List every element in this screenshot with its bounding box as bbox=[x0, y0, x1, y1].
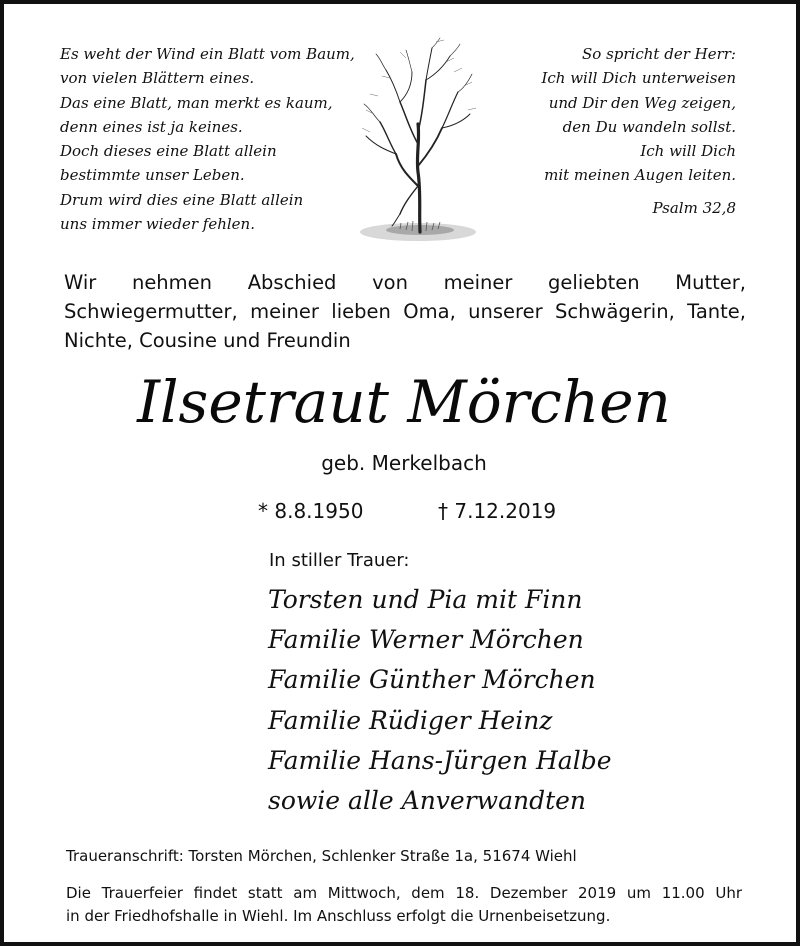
poem-right-line: mit meinen Augen leiten. bbox=[544, 166, 736, 185]
poem-right-line: Ich will Dich bbox=[640, 142, 736, 161]
mourners-list bbox=[268, 580, 748, 821]
poem-left-line: Drum wird dies eine Blatt allein bbox=[60, 190, 304, 209]
mourning-address: Traueranschrift: Torsten Mörchen, Schlenker Straße 1a, 51674 Wiehl bbox=[66, 847, 577, 865]
poem-left bbox=[60, 42, 360, 236]
mourner-entry: Familie Günther Mörchen bbox=[268, 665, 596, 695]
psalm-citation: Psalm 32,8 bbox=[652, 198, 736, 217]
mourner-entry: sowie alle Anverwandten bbox=[268, 786, 587, 816]
mourner-entry: Familie Hans-Jürgen Halbe bbox=[268, 745, 612, 775]
poem-left-line: Das eine Blatt, man merkt es kaum, bbox=[60, 93, 333, 112]
life-dates bbox=[4, 496, 800, 528]
poem-right-line: den Du wandeln sollst. bbox=[562, 117, 736, 136]
poem-right-line: So spricht der Herr: bbox=[582, 45, 736, 63]
poem-right bbox=[416, 42, 736, 220]
ceremony-line: Die Trauerfeier findet statt am Mittwoch, dem 18. Dezember 2019 um 11.00 Uhr bbox=[66, 884, 742, 902]
poem-left-line: von vielen Blättern eines. bbox=[60, 69, 255, 88]
poem-left-line: uns immer wieder fehlen. bbox=[60, 215, 255, 234]
mourning-label: In stiller Trauer: bbox=[269, 550, 410, 571]
death-date: † 7.12.2019 bbox=[438, 499, 557, 523]
poem-left-line: denn eines ist ja keines. bbox=[60, 117, 243, 136]
ceremony-info bbox=[66, 882, 742, 928]
farewell-intro: Wir nehmen Abschied von meiner geliebten Mutter, Schwiegermutter, meiner lieben Oma, unserer Schwägerin, Tante, Nichte, Cousine und Freundin bbox=[64, 271, 746, 352]
ceremony-line: in der Friedhofshalle in Wiehl. Im Anschluss erfolgt die Urnenbeisetzung. bbox=[66, 907, 611, 925]
poem-right-line: und Dir den Weg zeigen, bbox=[548, 93, 736, 112]
mourner-entry: Familie Rüdiger Heinz bbox=[268, 705, 553, 735]
poem-right-line: Ich will Dich unterweisen bbox=[541, 69, 736, 88]
poem-left-line: Es weht der Wind ein Blatt vom Baum, bbox=[60, 45, 355, 63]
mourner-entry: Familie Werner Mörchen bbox=[268, 625, 584, 655]
birth-date: * 8.8.1950 bbox=[258, 499, 364, 523]
mourner-entry: Torsten und Pia mit Finn bbox=[268, 585, 583, 614]
poem-left-line: bestimmte unser Leben. bbox=[60, 166, 245, 185]
deceased-name: Ilsetraut Mörchen bbox=[137, 368, 671, 436]
birth-name: geb. Merkelbach bbox=[321, 451, 487, 475]
poem-left-line: Doch dieses eine Blatt allein bbox=[60, 142, 277, 161]
